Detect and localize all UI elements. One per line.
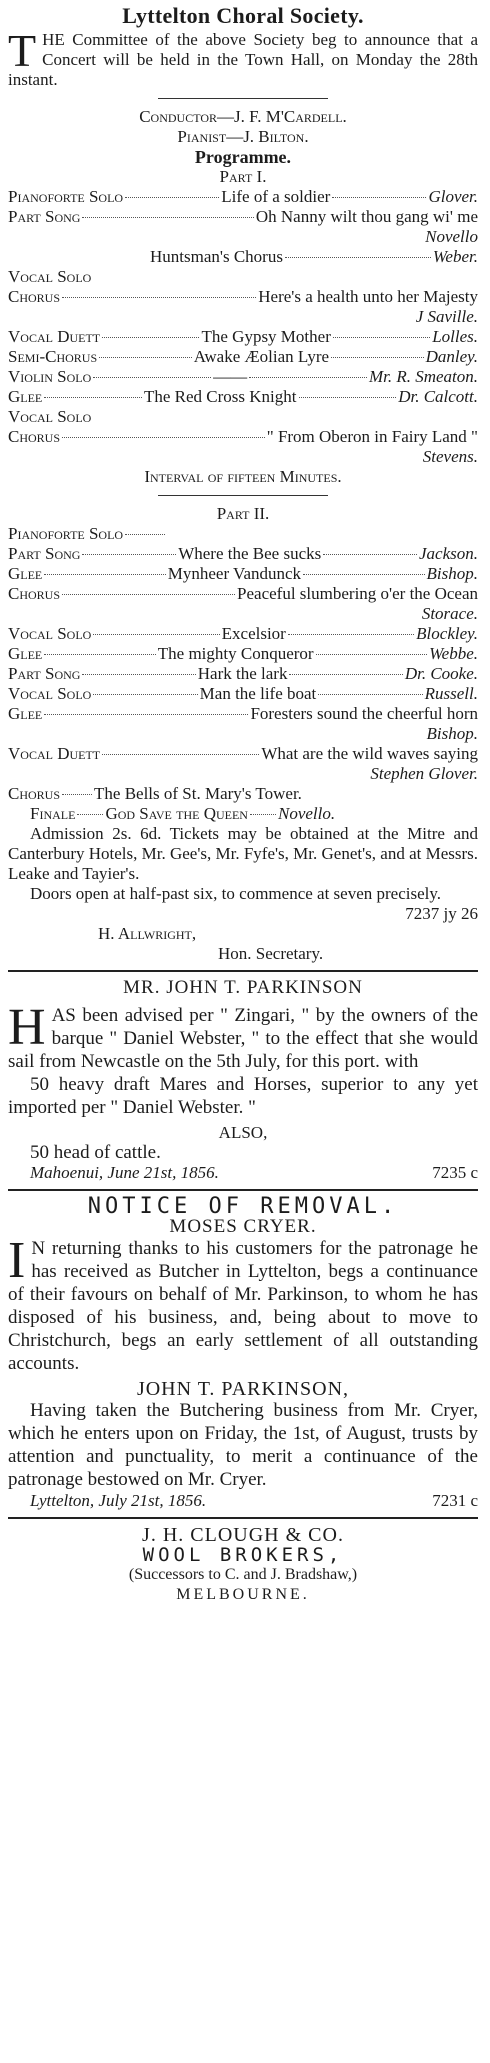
item-title: God Save the Queen xyxy=(105,804,248,823)
item-title: Where the Bee sucks xyxy=(178,544,322,563)
dot-leader xyxy=(125,534,165,535)
item-kind: Violin Solo xyxy=(8,367,92,386)
item-credit: Stephen Glover. xyxy=(370,764,478,783)
dateline-row xyxy=(8,1491,478,1511)
doors-text: Doors open at half-past six, to commence at seven precisely. xyxy=(30,884,442,903)
programme-row xyxy=(8,367,478,387)
programme-row xyxy=(8,407,478,427)
dateline-row xyxy=(8,1163,478,1183)
part-two-list xyxy=(8,524,478,824)
item-kind: Chorus xyxy=(8,784,61,803)
dot-leader xyxy=(44,397,142,398)
item-title: What are the wild waves saying xyxy=(261,744,478,763)
programme-row xyxy=(8,624,478,644)
divider xyxy=(8,970,478,972)
item-kind: Part Song xyxy=(8,544,81,563)
notice-body xyxy=(8,1232,478,1375)
item-title: The Red Cross Knight xyxy=(143,387,297,406)
dot-leader xyxy=(102,337,199,338)
also-line: ALSO, xyxy=(218,1123,268,1142)
programme-row xyxy=(8,564,478,584)
item-credit: Danley. xyxy=(425,347,478,366)
programme-row xyxy=(8,684,478,704)
programme-row xyxy=(8,267,478,287)
dot-leader xyxy=(93,377,211,378)
item-title: Hark the lark xyxy=(197,664,288,683)
item-credit: Webbe. xyxy=(429,644,479,663)
item-title: The mighty Conqueror xyxy=(157,644,314,663)
item-credit: J Saville. xyxy=(415,307,478,326)
item-kind: Chorus xyxy=(8,584,61,603)
dot-leader xyxy=(44,714,248,715)
item-kind: Pianoforte Solo xyxy=(8,187,124,206)
item-credit: Glover. xyxy=(428,187,479,206)
item-kind: Glee xyxy=(8,564,43,583)
parkinson-horses-ad xyxy=(8,978,478,1183)
second-name: JOHN T. PARKINSON, xyxy=(136,1378,350,1400)
dot-leader xyxy=(333,337,430,338)
body-text: N returning thanks to his customers for the patronage he has received as Butcher in Lyttelton, begs a continuance of their favours on behalf of Mr. Parkinson, to whom he has disposed of his business, and, being about to move to Christchurch, begs an early settlement of all outstanding accounts. xyxy=(8,1238,478,1374)
dot-leader xyxy=(62,297,256,298)
dot-leader xyxy=(288,634,414,635)
dot-leader xyxy=(44,574,165,575)
dot-leader xyxy=(331,357,424,358)
signer-name: H. Allwright, xyxy=(98,924,197,943)
programme-row xyxy=(8,347,478,367)
drop-cap: I xyxy=(8,1232,26,1289)
item-title: The Gypsy Mother xyxy=(201,327,331,346)
drop-cap: T xyxy=(8,25,37,76)
firm-trade: WOOL BROKERS, xyxy=(142,1544,344,1566)
dot-leader xyxy=(323,554,417,555)
item-credit: Dr. Calcott. xyxy=(398,387,478,406)
place-date: Lyttelton, July 21st, 1856. xyxy=(30,1491,207,1510)
programme-row xyxy=(8,287,478,307)
divider xyxy=(8,1517,478,1519)
dot-leader xyxy=(62,437,265,438)
divider xyxy=(8,1189,478,1191)
item-credit: Stevens. xyxy=(422,447,478,466)
dot-leader xyxy=(250,814,276,815)
programme-row xyxy=(8,327,478,347)
ad-reference: 7231 c xyxy=(432,1491,478,1510)
second-body: Having taken the Butchering business from Mr. Cryer, which he enters upon on Friday, the 1st, of August, trusts by attention and punctuality, to merit a continuance of the patronage bestowed on Mr. Cryer. xyxy=(8,1400,478,1490)
notice-heading: NOTICE OF REMOVAL. xyxy=(87,1194,399,1219)
item-title: Man the life boat xyxy=(199,684,317,703)
item-kind: Glee xyxy=(8,387,43,406)
ad-reference: 7237 jy 26 xyxy=(405,904,478,923)
firm-city: MELBOURNE. xyxy=(176,1586,310,1603)
dot-leader xyxy=(318,694,422,695)
programme-row xyxy=(8,644,478,664)
body-text: AS been advised per " Zingari, " by the owners of the barque " Daniel Webster, " to the effect that she would sail from Newcastle on the 5th July, for this port. with xyxy=(8,1005,478,1072)
part-two-heading: Part II. xyxy=(216,504,270,523)
horses-text: 50 heavy draft Mares and Horses, superior to any yet imported per " Daniel Webster. " xyxy=(8,1074,478,1118)
item-credit: Storace. xyxy=(421,604,478,623)
programme-row xyxy=(8,524,478,544)
item-title: —— xyxy=(213,367,248,386)
item-title: Here's a health unto her Majesty xyxy=(258,287,478,306)
dot-leader xyxy=(249,377,367,378)
item-title: Peaceful slumbering o'er the Ocean xyxy=(237,584,478,603)
item-credit: Novello. xyxy=(277,804,336,823)
item-kind: Finale xyxy=(30,804,76,823)
ad-intro xyxy=(8,25,478,90)
dot-leader xyxy=(44,654,155,655)
programme-row xyxy=(8,784,478,804)
item-credit: Weber. xyxy=(432,247,478,266)
programme-row xyxy=(8,247,478,267)
dot-leader xyxy=(289,674,402,675)
dot-leader xyxy=(82,217,253,218)
item-title: Excelsior xyxy=(221,624,286,643)
ad-reference: 7235 c xyxy=(432,1163,478,1182)
dot-leader xyxy=(82,674,195,675)
item-credit: Jackson. xyxy=(419,544,479,563)
item-credit: Dr. Cooke. xyxy=(404,664,479,683)
dot-leader xyxy=(62,794,92,795)
item-kind: Part Song xyxy=(8,664,81,683)
programme-row xyxy=(8,664,478,684)
programme-row xyxy=(8,544,478,564)
dot-leader xyxy=(62,594,235,595)
place-date: Mahoenui, June 21st, 1856. xyxy=(30,1163,219,1182)
item-credit: Blockley. xyxy=(416,624,478,643)
item-kind: Semi-Chorus xyxy=(8,347,98,366)
dot-leader xyxy=(82,554,176,555)
part-one-list xyxy=(8,187,478,467)
item-title: Life of a soldier xyxy=(221,187,331,206)
item-kind: Part Song xyxy=(8,207,81,226)
item-kind: Vocal Duett xyxy=(8,744,101,763)
item-credit: Bishop. xyxy=(426,724,478,743)
programme-row xyxy=(8,187,478,207)
dot-leader xyxy=(125,197,219,198)
pianist-line: Pianist—J. Bilton. xyxy=(177,127,309,146)
item-credit: Novello xyxy=(425,227,478,246)
programme-row xyxy=(8,427,478,447)
item-kind: Glee xyxy=(8,704,43,723)
item-kind: Vocal Solo xyxy=(8,684,92,703)
programme-row xyxy=(8,704,478,724)
item-kind: Vocal Solo xyxy=(8,624,92,643)
item-kind: Glee xyxy=(8,644,43,663)
firm-successors: (Successors to C. and J. Bradshaw,) xyxy=(128,1566,358,1583)
firm-name: J. H. CLOUGH & CO. xyxy=(142,1524,344,1546)
notice-name: MOSES CRYER. xyxy=(169,1216,317,1237)
item-credit: Lolles. xyxy=(432,327,479,346)
dot-leader xyxy=(332,197,426,198)
intro-text: HE Committee of the above Society beg to announce that a Concert will be held in the Town Hall, on Monday the 28th instant. xyxy=(8,30,478,89)
removal-notice-ad xyxy=(8,1194,478,1511)
drop-cap: H xyxy=(8,999,46,1056)
item-title: Huntsman's Chorus xyxy=(150,247,283,266)
ad-title: Lyttelton Choral Society. xyxy=(122,3,364,28)
item-credit: Mr. R. Smeaton. xyxy=(368,367,479,386)
dot-leader xyxy=(77,814,103,815)
dot-leader xyxy=(99,357,192,358)
item-title: Foresters sound the cheerful horn xyxy=(250,704,478,723)
item-kind: Vocal Duett xyxy=(8,327,101,346)
dot-leader xyxy=(285,257,431,258)
item-kind: Vocal Solo xyxy=(8,407,92,426)
signer-title: Hon. Secretary. xyxy=(218,944,324,963)
ad-body xyxy=(8,999,478,1073)
finale-row xyxy=(8,804,478,824)
item-title: " From Oberon in Fairy Land " xyxy=(266,427,478,446)
item-title: Oh Nanny wilt thou gang wi' me xyxy=(255,207,478,226)
dot-leader xyxy=(93,694,197,695)
clough-ad xyxy=(8,1525,478,1605)
item-title: Mynheer Vandunck xyxy=(167,564,302,583)
dot-leader xyxy=(299,397,397,398)
item-kind: Pianoforte Solo xyxy=(8,524,124,543)
item-kind: Vocal Solo xyxy=(8,267,92,286)
admission-text: Admission 2s. 6d. Tickets may be obtained at the Mitre and Canterbury Hotels, Mr. Gee's, Mr. Fyfe's, Mr. Genet's, and at Messrs. Leake and Tayier's. xyxy=(8,824,479,883)
divider xyxy=(158,98,328,99)
dot-leader xyxy=(316,654,427,655)
dot-leader xyxy=(303,574,424,575)
programme-row xyxy=(8,744,478,764)
item-title: The Bells of St. Mary's Tower. xyxy=(94,784,302,803)
part-one-heading: Part I. xyxy=(219,167,267,186)
dot-leader xyxy=(93,634,219,635)
item-credit: Bishop. xyxy=(426,564,478,583)
item-credit: Russell. xyxy=(424,684,478,703)
item-title: Awake Æolian Lyre xyxy=(193,347,330,366)
item-kind: Chorus xyxy=(8,427,61,446)
item-kind: Chorus xyxy=(8,287,61,306)
programme-row xyxy=(8,584,478,604)
programme-heading: Programme. xyxy=(194,147,292,167)
choral-society-ad xyxy=(8,3,479,964)
interval-line: Interval of fifteen Minutes. xyxy=(144,467,342,486)
conductor-line: Conductor—J. F. M'Cardell. xyxy=(139,107,347,126)
programme-row xyxy=(8,207,478,227)
dot-leader xyxy=(102,754,259,755)
cattle-line: 50 head of cattle. xyxy=(30,1142,161,1163)
ad-title: MR. JOHN T. PARKINSON xyxy=(123,977,363,998)
programme-row xyxy=(8,387,478,407)
divider xyxy=(158,495,328,496)
